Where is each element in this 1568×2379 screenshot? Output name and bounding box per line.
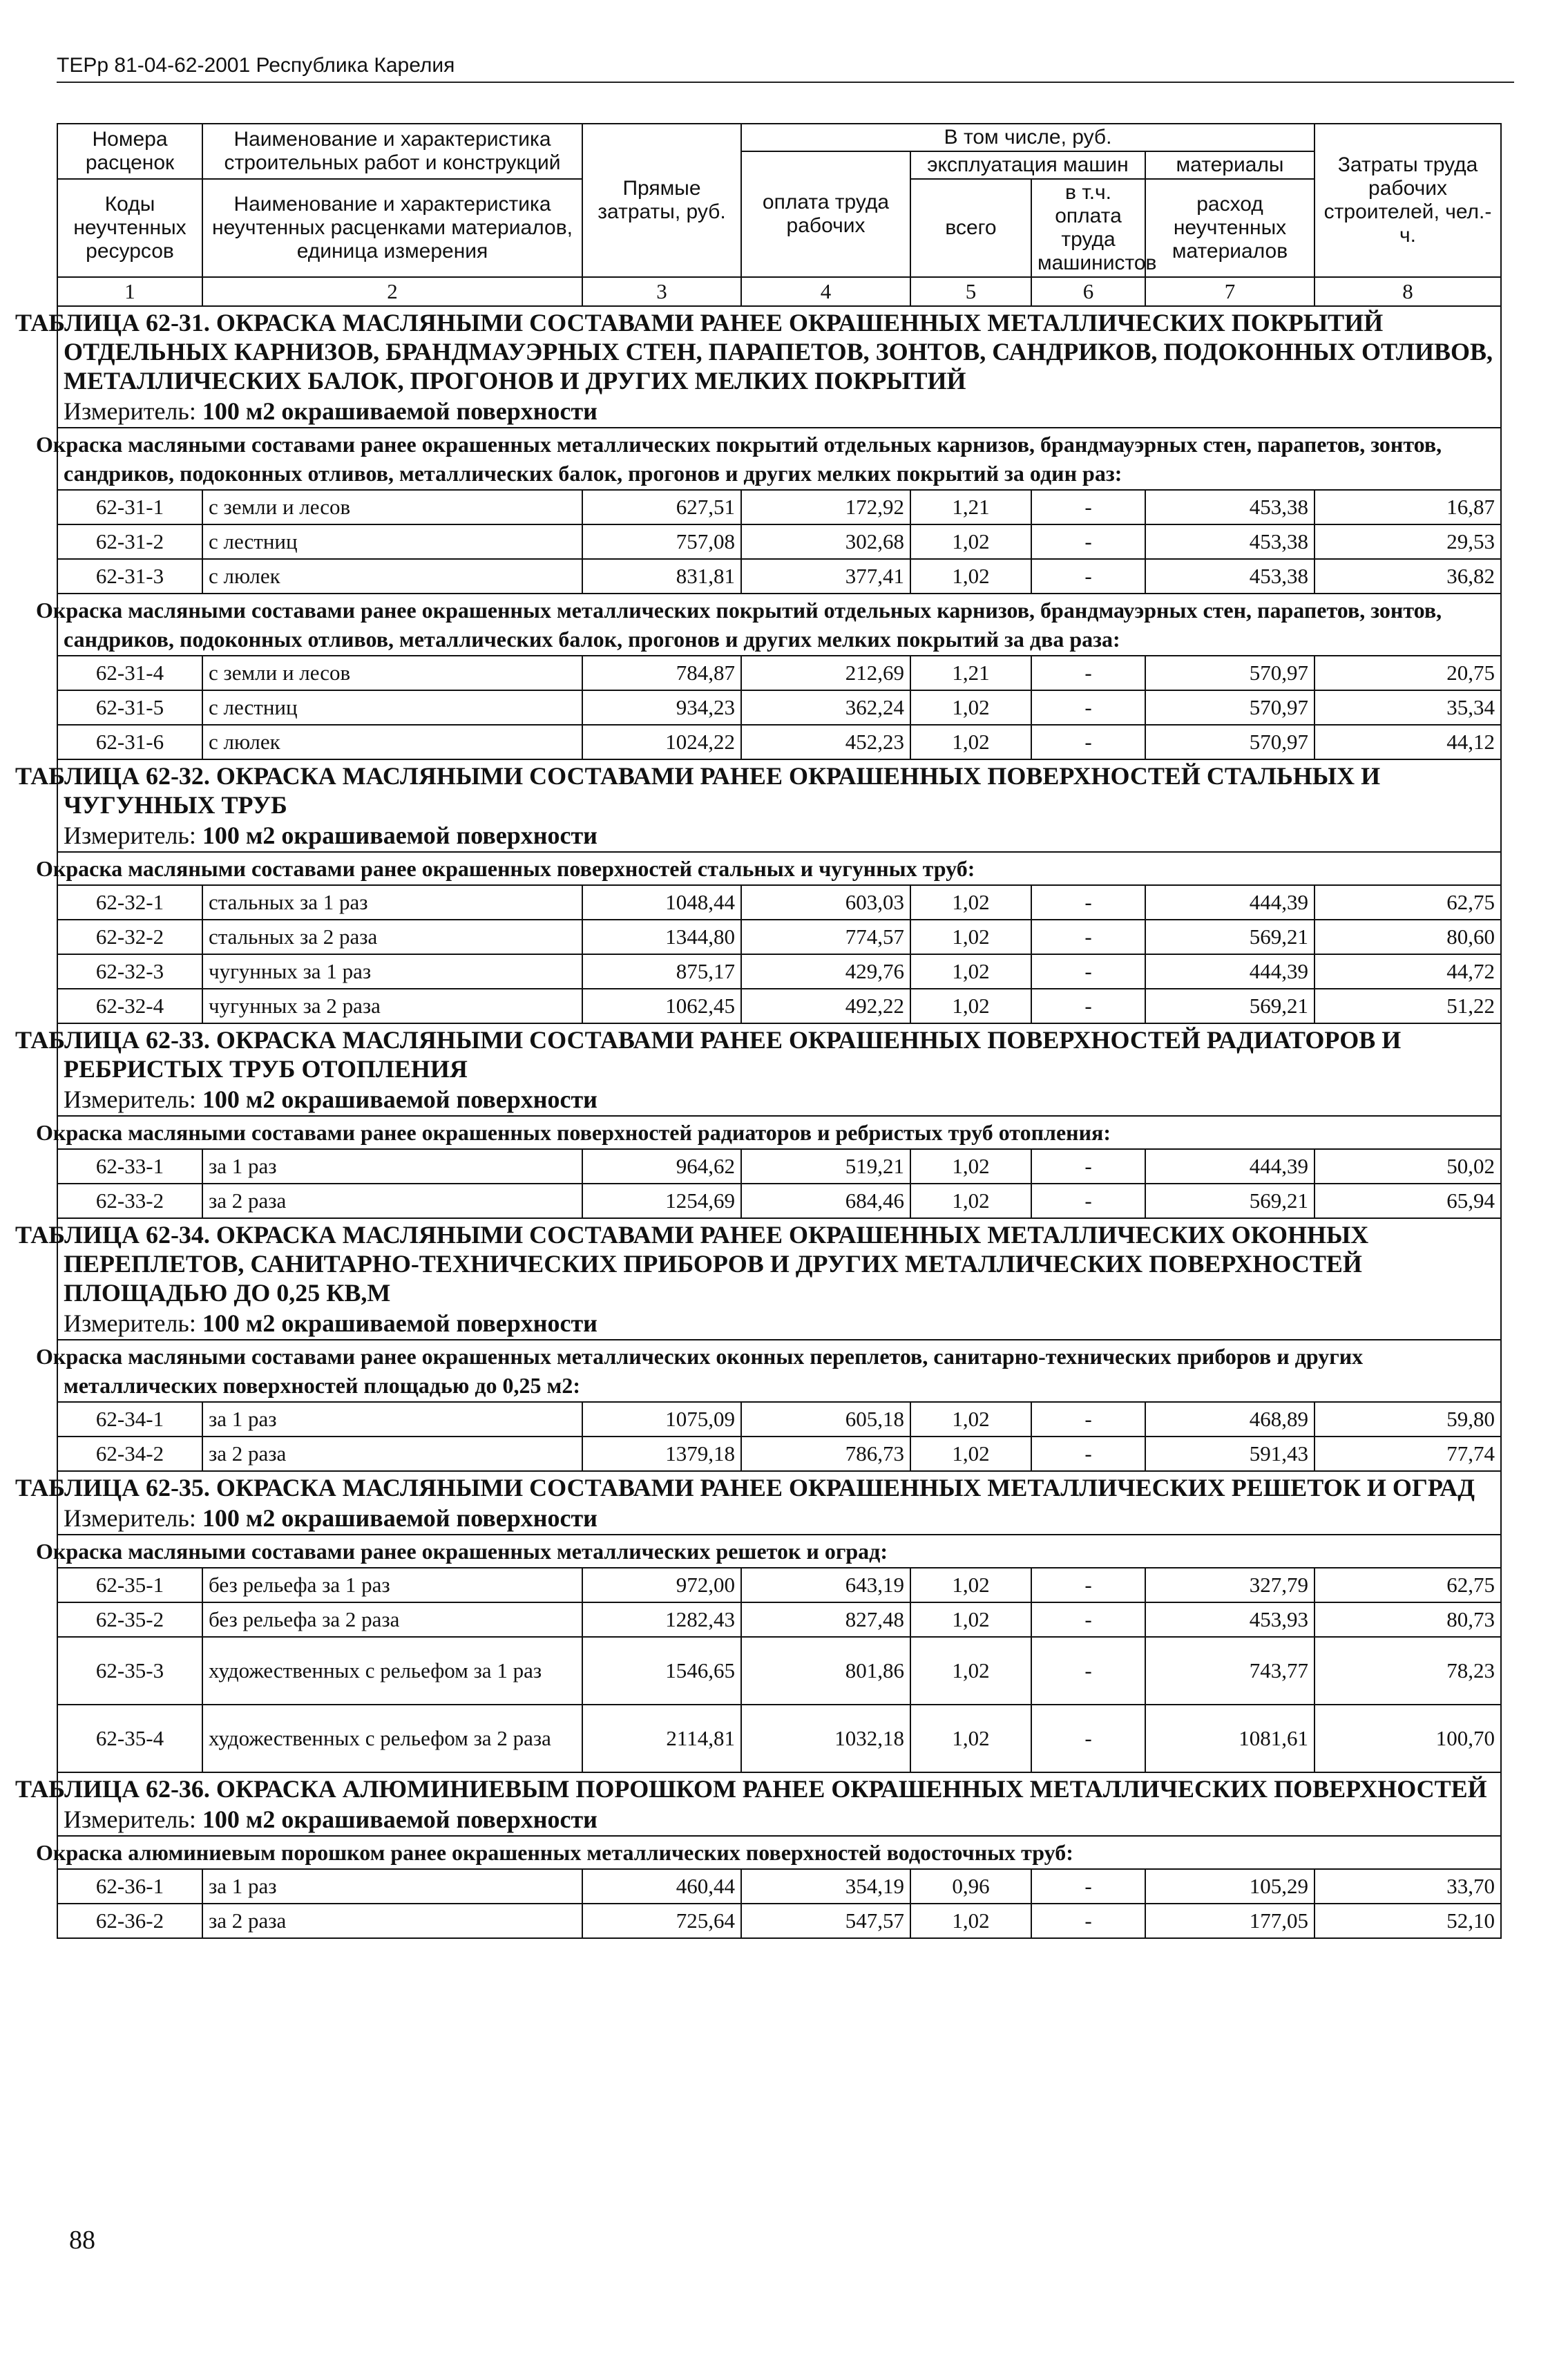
page-number: 88 — [69, 2226, 95, 2255]
cell-work-name: за 2 раза — [202, 1904, 582, 1938]
cell-rate-code: 62-35-3 — [57, 1637, 202, 1705]
col-work-name-header: Наименование и характеристика строительных работ и конструкций — [202, 124, 582, 179]
cell-labor-hours: 20,75 — [1314, 656, 1501, 690]
cell-labor-hours: 77,74 — [1314, 1437, 1501, 1471]
col-direct-cost-header: Прямые затраты, руб. — [582, 124, 741, 277]
table-row — [57, 524, 1501, 559]
column-number: 8 — [1314, 277, 1501, 306]
group-subtitle — [36, 1340, 1501, 1402]
cell-operator-pay: - — [1031, 1705, 1145, 1772]
section-title — [15, 1023, 1501, 1116]
cell-operator-pay: - — [1031, 1568, 1145, 1602]
group-subtitle — [36, 852, 1501, 885]
cell-operator-pay: - — [1031, 1602, 1145, 1637]
cell-work-name: с лестниц — [202, 690, 582, 725]
cell-machines-total: 1,02 — [910, 1705, 1031, 1772]
group-subtitle — [36, 1836, 1501, 1869]
cell-operator-pay: - — [1031, 989, 1145, 1023]
cell-rate-code: 62-35-4 — [57, 1705, 202, 1772]
cell-machines-total: 1,02 — [910, 954, 1031, 989]
table-row — [57, 725, 1501, 759]
cell-materials-use: 453,38 — [1145, 524, 1314, 559]
cell-machines-total: 1,02 — [910, 1437, 1031, 1471]
cell-direct-cost: 460,44 — [582, 1869, 741, 1904]
table-row — [57, 989, 1501, 1023]
cell-labor-hours: 50,02 — [1314, 1149, 1501, 1184]
meter-label: Измеритель: — [64, 397, 202, 425]
col-labor-pay-header: оплата труда рабочих — [741, 151, 910, 277]
cell-materials-use: 569,21 — [1145, 989, 1314, 1023]
group-subtitle — [36, 1116, 1501, 1149]
table-row — [57, 656, 1501, 690]
cell-direct-cost: 627,51 — [582, 490, 741, 524]
table-row — [57, 885, 1501, 920]
cell-labor-hours: 62,75 — [1314, 885, 1501, 920]
meter-label: Измеритель: — [64, 1086, 202, 1113]
cell-operator-pay: - — [1031, 1184, 1145, 1218]
cell-rate-code: 62-35-1 — [57, 1568, 202, 1602]
table-body — [15, 124, 1501, 1938]
cell-labor-hours: 35,34 — [1314, 690, 1501, 725]
table-row — [57, 1437, 1501, 1471]
section-title-row — [57, 306, 1501, 428]
cell-direct-cost: 1379,18 — [582, 1437, 741, 1471]
cell-labor-pay: 603,03 — [741, 885, 910, 920]
cell-materials-use: 468,89 — [1145, 1402, 1314, 1437]
group-subtitle-text: Окраска масляными составами ранее окрашенных металлических оконных переплетов, санитарно-технических приборов и других металлических поверхностей площадью до 0,25 м2: — [36, 1344, 1364, 1398]
cell-operator-pay: - — [1031, 920, 1145, 954]
table-row — [57, 1184, 1501, 1218]
meter-value: 100 м2 окрашиваемой поверхности — [202, 1805, 597, 1833]
cell-work-name: без рельефа за 2 раза — [202, 1602, 582, 1637]
col-rate-number-header: Номера расценок — [57, 124, 202, 179]
group-subtitle-row — [57, 594, 1501, 656]
cell-labor-pay: 354,19 — [741, 1869, 910, 1904]
cell-labor-pay: 429,76 — [741, 954, 910, 989]
column-number: 1 — [57, 277, 202, 306]
column-numbers-row — [57, 277, 1501, 306]
table-row — [57, 1637, 1501, 1705]
meter-label: Измеритель: — [64, 822, 202, 849]
group-machines-header: эксплуатация машин — [910, 151, 1145, 179]
cell-labor-pay: 774,57 — [741, 920, 910, 954]
meter-value: 100 м2 окрашиваемой поверхности — [202, 1309, 597, 1337]
group-subtitle-text: Окраска масляными составами ранее окрашенных металлических решеток и оград: — [36, 1539, 888, 1564]
cell-direct-cost: 2114,81 — [582, 1705, 741, 1772]
rates-table — [15, 123, 1502, 1939]
cell-machines-total: 1,02 — [910, 1149, 1031, 1184]
cell-labor-hours: 29,53 — [1314, 524, 1501, 559]
section-title — [15, 1471, 1501, 1535]
cell-labor-pay: 643,19 — [741, 1568, 910, 1602]
section-meter — [64, 1504, 1495, 1533]
cell-labor-pay: 172,92 — [741, 490, 910, 524]
cell-work-name: с люлек — [202, 559, 582, 594]
section-meter — [64, 1085, 1495, 1114]
cell-labor-hours: 65,94 — [1314, 1184, 1501, 1218]
section-title-text: ТАБЛИЦА 62-35. ОКРАСКА МАСЛЯНЫМИ СОСТАВАМИ РАНЕЕ ОКРАШЕННЫХ МЕТАЛЛИЧЕСКИХ РЕШЕТОК И ОГРАД — [15, 1474, 1475, 1501]
meter-label: Измеритель: — [64, 1805, 202, 1833]
cell-materials-use: 570,97 — [1145, 725, 1314, 759]
cell-labor-hours: 78,23 — [1314, 1637, 1501, 1705]
cell-machines-total: 1,21 — [910, 656, 1031, 690]
cell-labor-hours: 59,80 — [1314, 1402, 1501, 1437]
cell-labor-hours: 16,87 — [1314, 490, 1501, 524]
cell-work-name: за 1 раз — [202, 1149, 582, 1184]
cell-machines-total: 1,02 — [910, 690, 1031, 725]
section-title — [15, 1772, 1501, 1836]
table-row — [57, 1869, 1501, 1904]
section-meter — [64, 1805, 1495, 1834]
cell-operator-pay: - — [1031, 1402, 1145, 1437]
cell-work-name: за 2 раза — [202, 1184, 582, 1218]
cell-direct-cost: 1344,80 — [582, 920, 741, 954]
group-subtitle-row — [57, 1836, 1501, 1869]
table-row — [57, 1568, 1501, 1602]
meter-value: 100 м2 окрашиваемой поверхности — [202, 822, 597, 849]
cell-materials-use: 591,43 — [1145, 1437, 1314, 1471]
cell-direct-cost: 1062,45 — [582, 989, 741, 1023]
column-number: 4 — [741, 277, 910, 306]
cell-rate-code: 62-33-2 — [57, 1184, 202, 1218]
cell-work-name: стальных за 2 раза — [202, 920, 582, 954]
cell-operator-pay: - — [1031, 954, 1145, 989]
section-meter — [64, 821, 1495, 850]
section-meter — [64, 1309, 1495, 1338]
section-title-text: ТАБЛИЦА 62-36. ОКРАСКА АЛЮМИНИЕВЫМ ПОРОШКОМ РАНЕЕ ОКРАШЕННЫХ МЕТАЛЛИЧЕСКИХ ПОВЕРХНОСТЕЙ — [15, 1775, 1487, 1803]
cell-rate-code: 62-31-2 — [57, 524, 202, 559]
cell-direct-cost: 934,23 — [582, 690, 741, 725]
table-row — [57, 690, 1501, 725]
cell-materials-use: 105,29 — [1145, 1869, 1314, 1904]
cell-operator-pay: - — [1031, 1869, 1145, 1904]
cell-labor-pay: 452,23 — [741, 725, 910, 759]
cell-machines-total: 1,02 — [910, 1402, 1031, 1437]
cell-machines-total: 1,02 — [910, 1602, 1031, 1637]
group-subtitle-row — [57, 1116, 1501, 1149]
meter-value: 100 м2 окрашиваемой поверхности — [202, 397, 597, 425]
section-title-row — [57, 1023, 1501, 1116]
cell-labor-hours: 33,70 — [1314, 1869, 1501, 1904]
table-row — [57, 1904, 1501, 1938]
cell-labor-pay: 1032,18 — [741, 1705, 910, 1772]
cell-materials-use: 444,39 — [1145, 1149, 1314, 1184]
cell-machines-total: 1,02 — [910, 1637, 1031, 1705]
cell-labor-hours: 80,60 — [1314, 920, 1501, 954]
cell-direct-cost: 1024,22 — [582, 725, 741, 759]
meter-label: Измеритель: — [64, 1504, 202, 1532]
document-header: ТЕРр 81-04-62-2001 Республика Карелия — [57, 54, 1514, 83]
group-subtitle-text: Окраска масляными составами ранее окрашенных металлических покрытий отдельных карнизов, брандмауэрных стен, парапетов, зонтов, сандриков, подоконных отливов, металлических балок, прогонов и других мелких покрытий за два раза: — [36, 598, 1442, 652]
group-subtitle-row — [57, 852, 1501, 885]
cell-labor-pay: 684,46 — [741, 1184, 910, 1218]
cell-materials-use: 453,93 — [1145, 1602, 1314, 1637]
cell-operator-pay: - — [1031, 524, 1145, 559]
section-title-text: ТАБЛИЦА 62-31. ОКРАСКА МАСЛЯНЫМИ СОСТАВАМИ РАНЕЕ ОКРАШЕННЫХ МЕТАЛЛИЧЕСКИХ ПОКРЫТИЙ ОТДЕЛЬНЫХ КАРНИЗОВ, БРАНДМАУЭРНЫХ СТЕН, ПАРАПЕТОВ, ЗОНТОВ, САНДРИКОВ, ПОДОКОННЫХ ОТЛИВОВ, МЕТАЛЛИЧЕСКИХ БАЛОК, ПРОГОНОВ И ДРУГИХ МЕЛКИХ ПОКРЫТИЙ — [15, 309, 1493, 395]
cell-operator-pay: - — [1031, 1149, 1145, 1184]
col-operator-pay-header: в т.ч. оплата труда машинистов — [1031, 179, 1145, 277]
group-subtitle-text: Окраска масляными составами ранее окрашенных поверхностей радиаторов и ребристых труб отопления: — [36, 1120, 1111, 1145]
table-row — [57, 490, 1501, 524]
cell-materials-use: 569,21 — [1145, 920, 1314, 954]
group-subtitle — [36, 1535, 1501, 1568]
cell-work-name: без рельефа за 1 раз — [202, 1568, 582, 1602]
group-subtitle-text: Окраска масляными составами ранее окрашенных поверхностей стальных и чугунных труб: — [36, 856, 975, 881]
group-including-header: В том числе, руб. — [741, 124, 1314, 151]
cell-direct-cost: 784,87 — [582, 656, 741, 690]
cell-rate-code: 62-31-4 — [57, 656, 202, 690]
cell-rate-code: 62-32-3 — [57, 954, 202, 989]
meter-label: Измеритель: — [64, 1309, 202, 1337]
cell-rate-code: 62-34-1 — [57, 1402, 202, 1437]
cell-labor-pay: 362,24 — [741, 690, 910, 725]
header-row-1 — [57, 124, 1501, 151]
cell-labor-pay: 801,86 — [741, 1637, 910, 1705]
section-title-row — [57, 1772, 1501, 1836]
cell-operator-pay: - — [1031, 725, 1145, 759]
cell-work-name: чугунных за 2 раза — [202, 989, 582, 1023]
cell-operator-pay: - — [1031, 1904, 1145, 1938]
cell-operator-pay: - — [1031, 490, 1145, 524]
group-subtitle-text: Окраска масляными составами ранее окрашенных металлических покрытий отдельных карнизов, брандмауэрных стен, парапетов, зонтов, сандриков, подоконных отливов, металлических балок, прогонов и других мелких покрытий за один раз: — [36, 432, 1442, 486]
col-machines-total-header: всего — [910, 179, 1031, 277]
column-number: 7 — [1145, 277, 1314, 306]
col-labor-hours-header: Затраты труда рабочих строителей, чел.-ч. — [1314, 124, 1501, 277]
group-subtitle — [36, 594, 1501, 656]
cell-rate-code: 62-31-5 — [57, 690, 202, 725]
cell-labor-hours: 80,73 — [1314, 1602, 1501, 1637]
cell-labor-hours: 62,75 — [1314, 1568, 1501, 1602]
section-title-text: ТАБЛИЦА 62-34. ОКРАСКА МАСЛЯНЫМИ СОСТАВАМИ РАНЕЕ ОКРАШЕННЫХ МЕТАЛЛИЧЕСКИХ ОКОННЫХ ПЕРЕПЛЕТОВ, САНИТАРНО-ТЕХНИЧЕСКИХ ПРИБОРОВ И ДРУГИХ МЕТАЛЛИЧЕСКИХ ПОВЕРХНОСТЕЙ ПЛОЩАДЬЮ ДО 0,25 КВ,М — [15, 1221, 1369, 1307]
table-row — [57, 954, 1501, 989]
cell-materials-use: 743,77 — [1145, 1637, 1314, 1705]
cell-direct-cost: 964,62 — [582, 1149, 741, 1184]
cell-machines-total: 1,02 — [910, 920, 1031, 954]
cell-direct-cost: 1048,44 — [582, 885, 741, 920]
cell-rate-code: 62-31-1 — [57, 490, 202, 524]
cell-labor-pay: 212,69 — [741, 656, 910, 690]
group-subtitle — [36, 428, 1501, 490]
cell-machines-total: 1,02 — [910, 725, 1031, 759]
cell-operator-pay: - — [1031, 885, 1145, 920]
cell-direct-cost: 1546,65 — [582, 1637, 741, 1705]
cell-work-name: за 2 раза — [202, 1437, 582, 1471]
cell-labor-hours: 51,22 — [1314, 989, 1501, 1023]
cell-direct-cost: 875,17 — [582, 954, 741, 989]
cell-machines-total: 1,02 — [910, 1184, 1031, 1218]
group-materials-header: материалы — [1145, 151, 1314, 179]
table-row — [57, 1402, 1501, 1437]
cell-work-name: с люлек — [202, 725, 582, 759]
cell-labor-hours: 44,72 — [1314, 954, 1501, 989]
group-subtitle-row — [57, 1340, 1501, 1402]
cell-direct-cost: 1282,43 — [582, 1602, 741, 1637]
column-number: 5 — [910, 277, 1031, 306]
cell-labor-pay: 302,68 — [741, 524, 910, 559]
cell-machines-total: 1,21 — [910, 490, 1031, 524]
cell-labor-hours: 100,70 — [1314, 1705, 1501, 1772]
cell-rate-code: 62-32-1 — [57, 885, 202, 920]
cell-materials-use: 444,39 — [1145, 954, 1314, 989]
cell-work-name: с земли и лесов — [202, 656, 582, 690]
section-meter — [64, 397, 1495, 426]
cell-labor-pay: 605,18 — [741, 1402, 910, 1437]
cell-labor-pay: 786,73 — [741, 1437, 910, 1471]
cell-labor-pay: 827,48 — [741, 1602, 910, 1637]
col-material-name-header: Наименование и характеристика неучтенных расценками материалов, единица измерения — [202, 179, 582, 277]
group-subtitle-row — [57, 428, 1501, 490]
table-row — [57, 1705, 1501, 1772]
section-title — [15, 306, 1501, 428]
cell-rate-code: 62-36-2 — [57, 1904, 202, 1938]
cell-work-name: художественных с рельефом за 1 раз — [202, 1637, 582, 1705]
cell-direct-cost: 1075,09 — [582, 1402, 741, 1437]
cell-machines-total: 1,02 — [910, 1904, 1031, 1938]
cell-work-name: за 1 раз — [202, 1402, 582, 1437]
section-title-row — [57, 759, 1501, 852]
cell-work-name: художественных с рельефом за 2 раза — [202, 1705, 582, 1772]
cell-materials-use: 453,38 — [1145, 490, 1314, 524]
cell-direct-cost: 972,00 — [582, 1568, 741, 1602]
cell-rate-code: 62-32-4 — [57, 989, 202, 1023]
cell-operator-pay: - — [1031, 656, 1145, 690]
meter-value: 100 м2 окрашиваемой поверхности — [202, 1504, 597, 1532]
section-title — [15, 759, 1501, 852]
cell-labor-pay: 547,57 — [741, 1904, 910, 1938]
cell-machines-total: 1,02 — [910, 989, 1031, 1023]
section-title-row — [57, 1218, 1501, 1340]
cell-materials-use: 1081,61 — [1145, 1705, 1314, 1772]
column-number: 2 — [202, 277, 582, 306]
cell-operator-pay: - — [1031, 559, 1145, 594]
cell-operator-pay: - — [1031, 1437, 1145, 1471]
cell-direct-cost: 757,08 — [582, 524, 741, 559]
cell-machines-total: 1,02 — [910, 559, 1031, 594]
cell-operator-pay: - — [1031, 1637, 1145, 1705]
cell-labor-hours: 36,82 — [1314, 559, 1501, 594]
section-title-text: ТАБЛИЦА 62-32. ОКРАСКА МАСЛЯНЫМИ СОСТАВАМИ РАНЕЕ ОКРАШЕННЫХ ПОВЕРХНОСТЕЙ СТАЛЬНЫХ И ЧУГУННЫХ ТРУБ — [15, 762, 1381, 819]
column-number: 3 — [582, 277, 741, 306]
section-title-row — [57, 1471, 1501, 1535]
cell-rate-code: 62-36-1 — [57, 1869, 202, 1904]
section-title-text: ТАБЛИЦА 62-33. ОКРАСКА МАСЛЯНЫМИ СОСТАВАМИ РАНЕЕ ОКРАШЕННЫХ ПОВЕРХНОСТЕЙ РАДИАТОРОВ И РЕБРИСТЫХ ТРУБ ОТОПЛЕНИЯ — [15, 1026, 1402, 1083]
cell-machines-total: 0,96 — [910, 1869, 1031, 1904]
cell-rate-code: 62-35-2 — [57, 1602, 202, 1637]
cell-machines-total: 1,02 — [910, 885, 1031, 920]
cell-labor-pay: 492,22 — [741, 989, 910, 1023]
cell-materials-use: 453,38 — [1145, 559, 1314, 594]
meter-value: 100 м2 окрашиваемой поверхности — [202, 1086, 597, 1113]
cell-machines-total: 1,02 — [910, 1568, 1031, 1602]
cell-rate-code: 62-34-2 — [57, 1437, 202, 1471]
cell-machines-total: 1,02 — [910, 524, 1031, 559]
cell-materials-use: 569,21 — [1145, 1184, 1314, 1218]
column-number: 6 — [1031, 277, 1145, 306]
cell-labor-hours: 44,12 — [1314, 725, 1501, 759]
table-row — [57, 1149, 1501, 1184]
cell-materials-use: 327,79 — [1145, 1568, 1314, 1602]
cell-materials-use: 570,97 — [1145, 690, 1314, 725]
table-row — [57, 559, 1501, 594]
cell-direct-cost: 725,64 — [582, 1904, 741, 1938]
cell-work-name: стальных за 1 раз — [202, 885, 582, 920]
cell-labor-pay: 377,41 — [741, 559, 910, 594]
group-subtitle-text: Окраска алюминиевым порошком ранее окрашенных металлических поверхностей водосточных труб: — [36, 1840, 1073, 1865]
cell-work-name: чугунных за 1 раз — [202, 954, 582, 989]
col-materials-use-header: расход неучтенных материалов — [1145, 179, 1314, 277]
col-resource-codes-header: Коды неучтенных ресурсов — [57, 179, 202, 277]
cell-direct-cost: 1254,69 — [582, 1184, 741, 1218]
cell-work-name: за 1 раз — [202, 1869, 582, 1904]
cell-rate-code: 62-33-1 — [57, 1149, 202, 1184]
cell-work-name: с земли и лесов — [202, 490, 582, 524]
cell-operator-pay: - — [1031, 690, 1145, 725]
cell-work-name: с лестниц — [202, 524, 582, 559]
cell-rate-code: 62-31-6 — [57, 725, 202, 759]
cell-labor-pay: 519,21 — [741, 1149, 910, 1184]
section-title — [15, 1218, 1501, 1340]
cell-materials-use: 177,05 — [1145, 1904, 1314, 1938]
cell-materials-use: 444,39 — [1145, 885, 1314, 920]
cell-rate-code: 62-31-3 — [57, 559, 202, 594]
cell-materials-use: 570,97 — [1145, 656, 1314, 690]
group-subtitle-row — [57, 1535, 1501, 1568]
table-row — [57, 1602, 1501, 1637]
table-row — [57, 920, 1501, 954]
cell-rate-code: 62-32-2 — [57, 920, 202, 954]
cell-direct-cost: 831,81 — [582, 559, 741, 594]
cell-labor-hours: 52,10 — [1314, 1904, 1501, 1938]
